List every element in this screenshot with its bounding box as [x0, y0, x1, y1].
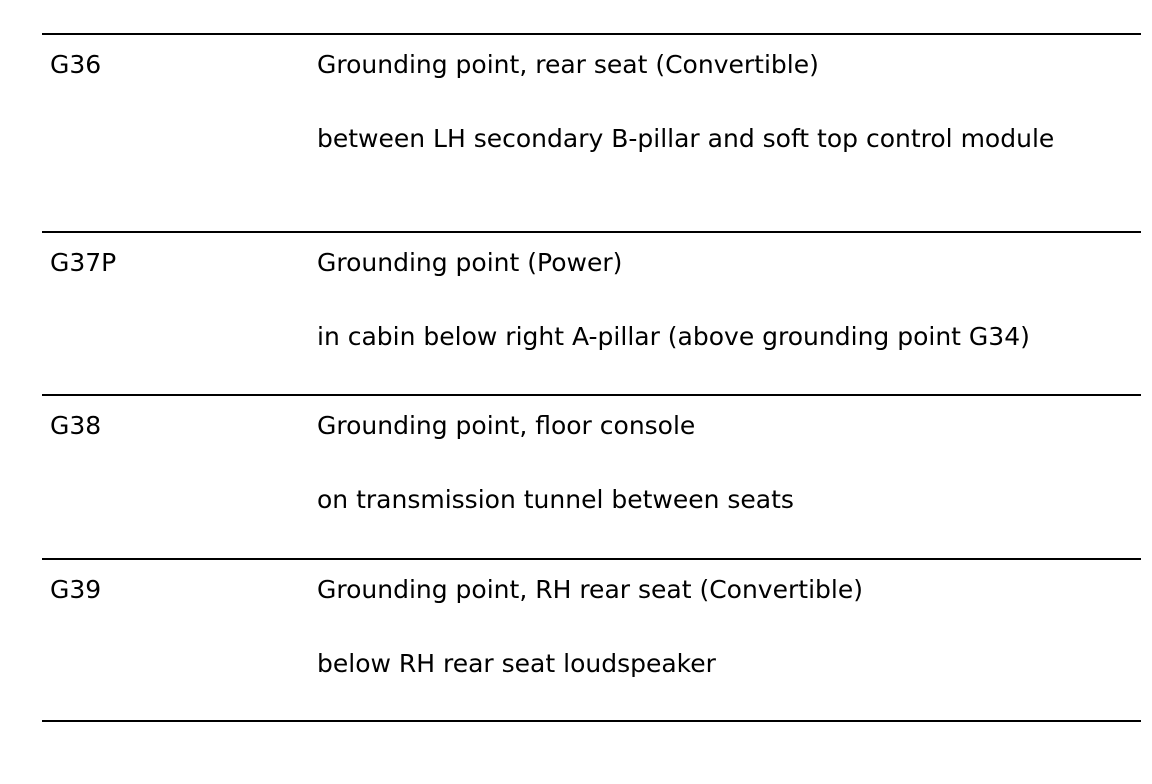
- grounding-point-title: Grounding point (Power): [317, 248, 623, 277]
- grounding-point-code: G36: [50, 50, 102, 79]
- grounding-point-location: in cabin below right A-pillar (above grounding point G34): [317, 322, 1030, 351]
- table-row: [42, 558, 1141, 722]
- grounding-point-title: Grounding point, rear seat (Convertible): [317, 50, 819, 79]
- grounding-points-table: [42, 33, 1141, 722]
- grounding-point-title: Grounding point, floor console: [317, 411, 696, 440]
- grounding-point-location: below RH rear seat loudspeaker: [317, 649, 716, 678]
- table-row: [42, 394, 1141, 558]
- grounding-point-code: G37P: [50, 248, 117, 277]
- table-row: [42, 33, 1141, 231]
- grounding-point-code: G38: [50, 411, 102, 440]
- grounding-point-location: on transmission tunnel between seats: [317, 485, 794, 514]
- grounding-point-title: Grounding point, RH rear seat (Convertible): [317, 575, 863, 604]
- table-row: [42, 231, 1141, 394]
- grounding-point-location: between LH secondary B-pillar and soft top control module: [317, 124, 1055, 153]
- grounding-point-code: G39: [50, 575, 102, 604]
